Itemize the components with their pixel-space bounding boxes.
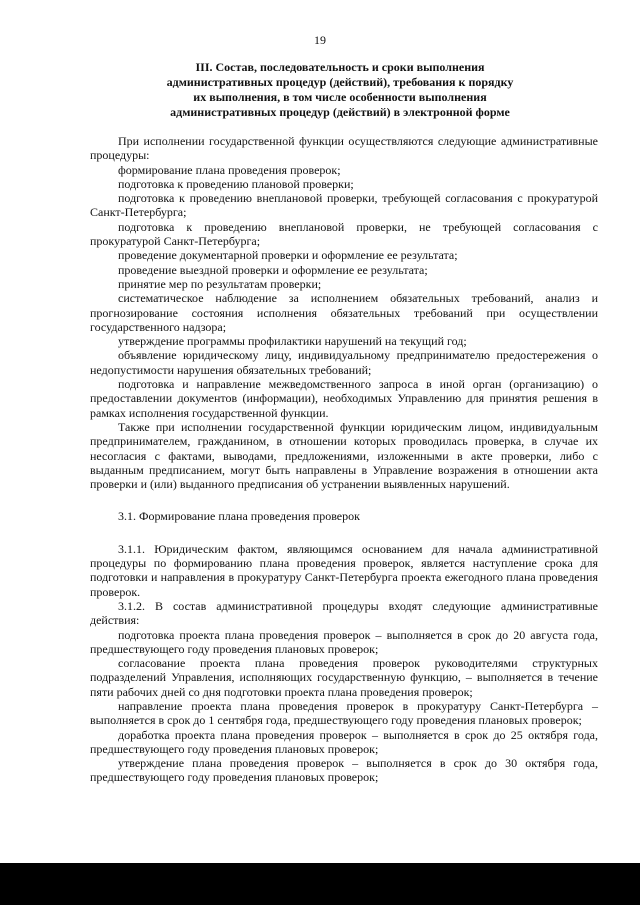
procedure-item: утверждение программы профилактики нарушений на текущий год; [118,334,467,349]
procedure-item: принятие мер по результатам проверки; [118,276,322,291]
action-item: подготовка проекта плана проведения проверок – выполняется в срок до 20 августа года, предшествующего году проведения плановых проверок; [90,627,598,656]
action-item: направление проекта плана проведения проверок в прокуратуру Санкт-Петербурга – выполняется в срок до 1 сентября года, предшествующего году проведения плановых проверок; [90,698,598,728]
procedure-item: проведение выездной проверки и оформление ее результата; [118,262,428,277]
procedure-item: проведение документарной проверки и оформление ее результата; [118,248,458,263]
procedure-item: подготовка к проведению плановой проверки; [118,176,354,191]
section-heading [90,60,590,120]
scan-bottom-border [0,863,640,905]
action-item: утверждение плана проведения проверок – выполняется в срок до 30 октября года, предшествующего году проведения плановых проверок; [90,756,598,785]
procedure-item: подготовка к проведению внеплановой проверки, требующей согласования с прокуратурой Санкт-Петербурга; [90,191,598,220]
heading-line: административных процедур (действий), требования к порядку [166,75,514,89]
procedure-item: объявление юридическому лицу, индивидуальному предпринимателю предостережения о недопустимости нарушения обязательных требований; [90,348,598,377]
heading-line: III. Состав, последовательность и сроки выполнения [195,60,485,74]
paragraph-3-1-2: 3.1.2. В состав административной процедуры входят следующие административные действия: [90,598,598,628]
heading-line: административных процедур (действий) в электронной форме [170,105,510,119]
subsection-title: 3.1. Формирование плана проведения проверок [118,509,360,524]
action-item: согласование проекта плана проведения проверок руководителями структурных подразделений Управления, исполняющих государственную функцию, – выполняется в течение пяти рабочих дней со дня подготовки проекта плана проведения проверок; [90,656,598,699]
document-body [90,134,598,785]
intro-paragraph: При исполнении государственной функции осуществляются следующие административные процедуры: [90,134,598,163]
procedure-item: формирование плана проведения проверок; [118,162,341,177]
procedure-item: подготовка к проведению внеплановой проверки, не требующей согласования с прокуратурой Санкт-Петербурга; [90,219,598,249]
procedure-item: систематическое наблюдение за исполнением обязательных требований, анализ и прогнозирование состояния исполнения обязательных требований при осуществлении государственного надзора; [90,291,598,334]
procedure-item: подготовка и направление межведомственного запроса в иной орган (организацию) о предоставлении документов (информации), необходимых Управлению для принятия решения в рамках исполнения государственной функции. [90,377,598,420]
heading-line: их выполнения, в том числе особенности выполнения [193,90,487,104]
page-number: 19 [314,33,326,47]
paragraph-3-1-1: 3.1.1. Юридическим фактом, являющимся основанием для начала административной процедуры по формированию плана проведения проверок, является наступление срока для подготовки и направления в прокуратуру Санкт-Петербурга проекта ежегодного плана проведения проверок. [90,541,598,599]
action-item: доработка проекта плана проведения проверок – выполняется в срок до 25 октября года, предшествующего году проведения плановых проверок; [90,727,598,756]
objection-paragraph: Также при исполнении государственной функции юридическим лицом, индивидуальным предпринимателем, гражданином, в отношении которых проводилась проверка, в случае их несогласия с фактами, выводами, предложениями, изложенными в акте проверки, либо с выданным предписанием, могут быть направлены в Управление возражения в отношении акта проверки и (или) выданного предписания об устранении выявленных нарушений. [90,419,598,492]
